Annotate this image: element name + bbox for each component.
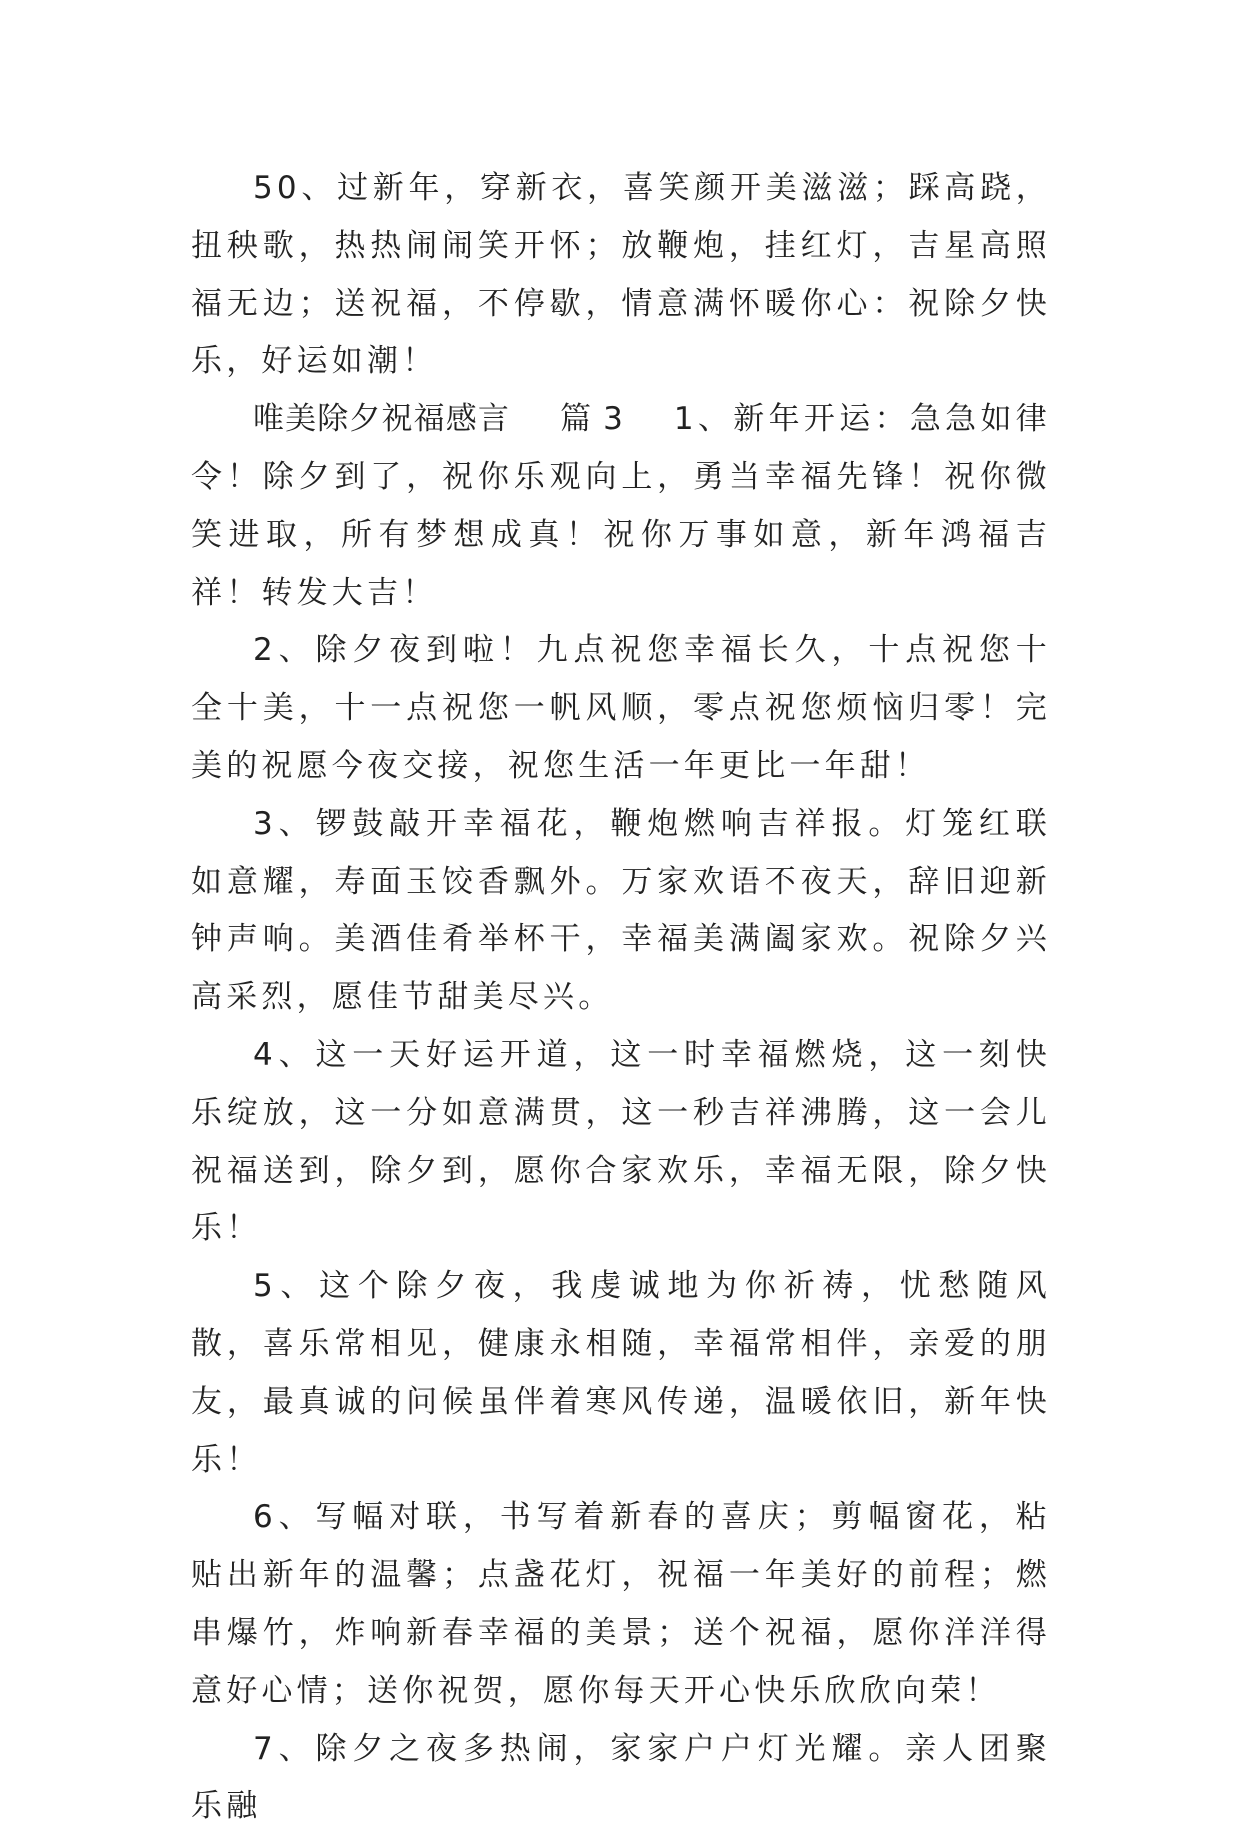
paragraph-50: 50、过新年，穿新衣，喜笑颜开美滋滋；踩高跷，扭秧歌，热热闹闹笑开怀；放鞭炮，挂红灯，吉星高照福无边；送祝福，不停歇，情意满怀暖你心：祝除夕快乐，好运如潮！ <box>191 170 1051 380</box>
section-title: 唯美除夕祝福感言 <box>253 401 510 438</box>
paragraph-6: 6、写幅对联，书写着新春的喜庆；剪幅窗花，粘贴出新年的温馨；点盏花灯，祝福一年美好的前程；燃串爆竹，炸响新春幸福的美景；送个祝福，愿你洋洋得意好心情；送你祝贺，愿你每天开心快乐欣欣向荣！ <box>191 1499 1051 1709</box>
paragraph-2: 2、除夕夜到啦！九点祝您幸福长久，十点祝您十全十美，十一点祝您一帆风顺，零点祝您烦恼归零！完美的祝愿今夜交接，祝您生活一年更比一年甜！ <box>191 632 1051 784</box>
paragraph-7: 7、除夕之夜多热闹，家家户户灯光耀。亲人团聚乐融 <box>191 1730 1051 1825</box>
document-body <box>191 160 1051 1836</box>
paragraph-1: 1、新年开运：急急如律令！除夕到了，祝你乐观向上，勇当幸福先锋！祝你微笑进取，所有梦想成真！祝你万事如意，新年鸿福吉祥！转发大吉！ <box>191 401 1051 611</box>
paragraph-3: 3、锣鼓敲开幸福花，鞭炮燃响吉祥报。灯笼红联如意耀，寿面玉饺香飘外。万家欢语不夜天，辞旧迎新钟声响。美酒佳肴举杯干，幸福美满阖家欢。祝除夕兴高采烈，愿佳节甜美尽兴。 <box>191 805 1051 1016</box>
paragraph-5: 5、这个除夕夜，我虔诚地为你祈祷，忧愁随风散，喜乐常相见，健康永相随，幸福常相伴，亲爱的朋友，最真诚的问候虽伴着寒风传递，温暖依旧，新年快乐！ <box>191 1268 1051 1478</box>
paragraph-4: 4、这一天好运开道，这一时幸福燃烧，这一刻快乐绽放，这一分如意满贯，这一秒吉祥沸腾，这一会儿祝福送到，除夕到，愿你合家欢乐，幸福无限，除夕快乐！ <box>191 1036 1051 1247</box>
section-heading-paragraph <box>191 391 1051 622</box>
section-label: 篇 3 <box>559 401 624 438</box>
